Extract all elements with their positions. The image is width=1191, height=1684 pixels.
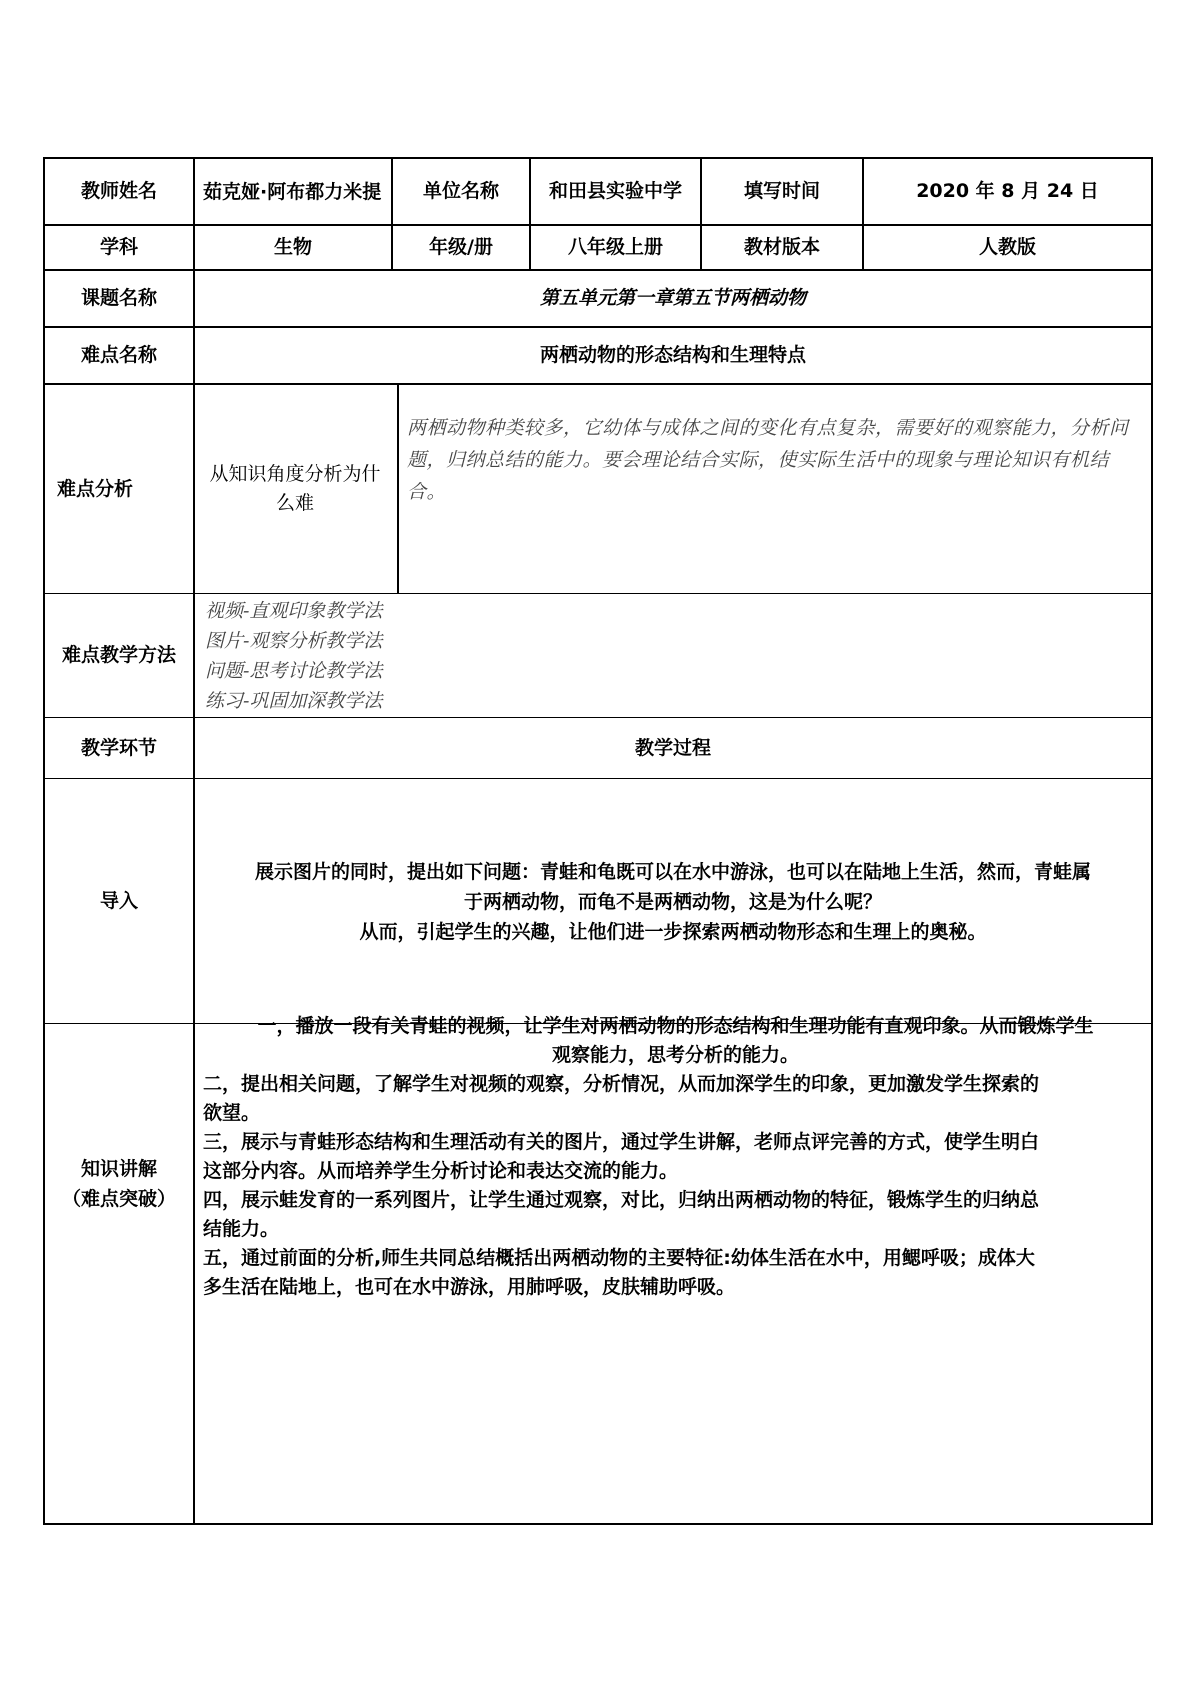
methods-label: 难点教学方法 bbox=[61, 644, 176, 666]
knowledge-line: 三，展示与青蛙形态结构和生理活动有关的图片，通过学生讲解，老师点评完善的方式，使学生明白 bbox=[203, 1131, 1040, 1153]
analysis-text: 两栖动物种类较多，它幼体与成体之间的变化有点复杂，需要好的观察能力，分析问题，归纳总结的能力。要会理论结合实际，使实际生活中的现象与理论知识有机结合。 bbox=[407, 417, 1129, 503]
row-divider bbox=[45, 778, 1151, 779]
unit-name-value: 和田县实验中学 bbox=[548, 180, 682, 202]
grade-value: 八年级上册 bbox=[567, 236, 663, 258]
intro-line: 展示图片的同时，提出如下问题：青蛙和龟既可以在水中游泳，也可以在陆地上生活，然而，青蛙属 bbox=[254, 861, 1091, 883]
methods-list bbox=[205, 596, 605, 716]
row-divider bbox=[45, 593, 1151, 594]
intro-text bbox=[195, 857, 1151, 957]
edition-label: 教材版本 bbox=[743, 236, 820, 258]
grade-label: 年级/册 bbox=[429, 236, 493, 258]
difficulty-label: 难点名称 bbox=[80, 344, 157, 366]
knowledge-line: 四，展示蛙发育的一系列图片，让学生通过观察，对比，归纳出两栖动物的特征，锻炼学生的归纳总 bbox=[203, 1189, 1040, 1211]
method-item: 图片-观察分析教学法 bbox=[205, 630, 383, 652]
knowledge-line: 观察能力，思考分析的能力。 bbox=[551, 1044, 799, 1066]
topic-label: 课题名称 bbox=[80, 287, 157, 309]
subject-value: 生物 bbox=[273, 236, 312, 258]
fill-date-value: 2020 年 8 月 24 日 bbox=[916, 180, 1099, 202]
subject-label: 学科 bbox=[99, 236, 138, 258]
knowledge-line: 这部分内容。从而培养学生分析讨论和表达交流的能力。 bbox=[203, 1160, 679, 1182]
fill-date-label: 填写时间 bbox=[743, 180, 820, 202]
knowledge-label bbox=[45, 1154, 193, 1224]
difficulty-value: 两栖动物的形态结构和生理特点 bbox=[539, 344, 806, 366]
knowledge-line: 欲望。 bbox=[203, 1102, 261, 1124]
knowledge-line: 二，提出相关问题，了解学生对视频的观察，分析情况，从而加深学生的印象，更加激发学生探索的 bbox=[203, 1073, 1040, 1095]
knowledge-line: 一，播放一段有关青蛙的视频，让学生对两栖动物的形态结构和生理功能有直观印象。从而锻炼学生 bbox=[257, 1015, 1094, 1037]
teacher-name-label: 教师姓名 bbox=[80, 180, 157, 202]
knowledge-line: 五，通过前面的分析,师生共同总结概括出两栖动物的主要特征:幼体生活在水中，用鳃呼吸；成体大 bbox=[203, 1247, 1035, 1269]
edition-value: 人教版 bbox=[978, 236, 1036, 258]
analysis-sub-label: 从知识角度分析为什么难 bbox=[209, 463, 381, 514]
knowledge-label-line: 知识讲解 bbox=[80, 1158, 157, 1180]
col-divider bbox=[397, 383, 399, 593]
process-label: 教学环节 bbox=[80, 736, 157, 759]
method-item: 问题-思考讨论教学法 bbox=[205, 660, 383, 682]
analysis-label: 难点分析 bbox=[57, 477, 134, 500]
method-item: 练习-巩固加深教学法 bbox=[205, 690, 383, 712]
intro-line: 于两栖动物，而龟不是两栖动物，这是为什么呢？ bbox=[463, 891, 882, 913]
process-value: 教学过程 bbox=[634, 736, 711, 759]
intro-line: 从而，引起学生的兴趣，让他们进一步探索两栖动物形态和生理上的奥秘。 bbox=[359, 921, 987, 943]
knowledge-line: 结能力。 bbox=[203, 1218, 280, 1240]
intro-label: 导入 bbox=[99, 889, 138, 912]
topic-value: 第五单元第一章第五节两栖动物 bbox=[539, 287, 806, 309]
knowledge-text bbox=[203, 1012, 1148, 1322]
unit-name-label: 单位名称 bbox=[422, 180, 499, 202]
knowledge-label-line: （难点突破） bbox=[61, 1188, 176, 1210]
teacher-name-value: 茹克娅·阿布都力米提 bbox=[203, 180, 382, 203]
method-item: 视频-直观印象教学法 bbox=[205, 600, 383, 622]
lesson-plan-table bbox=[43, 157, 1153, 1525]
knowledge-line: 多生活在陆地上，也可在水中游泳，用肺呼吸，皮肤辅助呼吸。 bbox=[203, 1276, 736, 1298]
